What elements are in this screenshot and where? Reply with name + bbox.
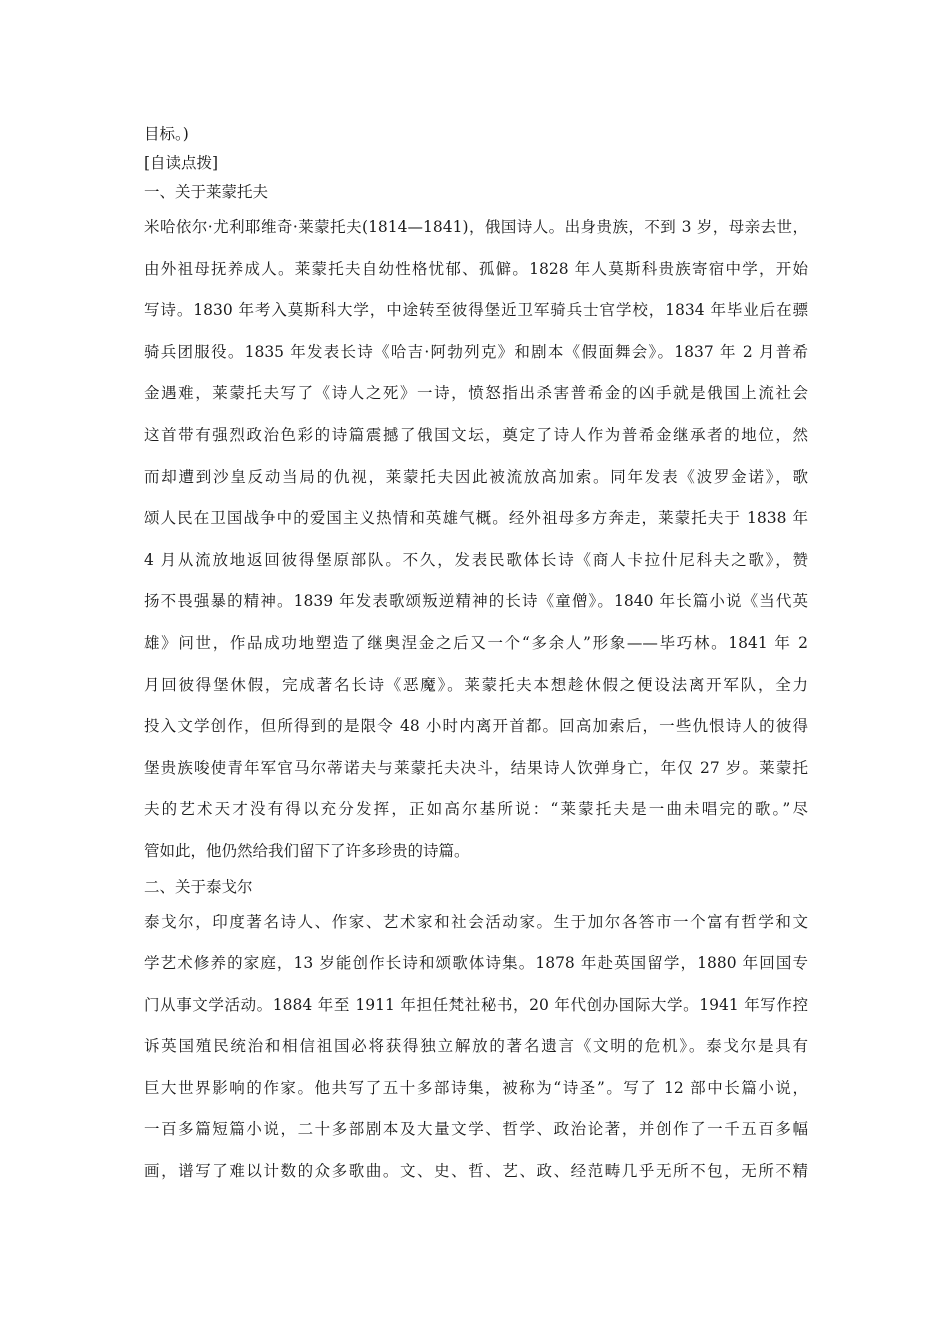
text-line: 这首带有强烈政治色彩的诗篇震撼了俄国文坛，奠定了诗人作为普希金继承者的地位，然 xyxy=(144,425,808,444)
text-line: 一、关于莱蒙托夫 xyxy=(144,183,269,201)
text-line: 由外祖母抚养成人。莱蒙托夫自幼性格忧郁、孤僻。1828 年人莫斯科贵族寄宿中学，开始 xyxy=(144,259,808,278)
text-line: 目标。) xyxy=(144,125,189,143)
text-line: 扬不畏强暴的精神。1839 年发表歌颂叛逆精神的长诗《童僧》。1840 年长篇小说《当代英 xyxy=(144,592,808,611)
text-line: 二、关于泰戈尔 xyxy=(144,877,253,896)
text-line: 金遇难，莱蒙托夫写了《诗人之死》一诗，愤怒指出杀害普希金的凶手就是俄国上流社会 xyxy=(144,384,808,403)
text-line: 画，谱写了难以计数的众多歌曲。文、史、哲、艺、政、经范畴几乎无所不包，无所不精 xyxy=(144,1162,808,1181)
text-line: 骑兵团服役。1835 年发表长诗《哈吉·阿勃列克》和剧本《假面舞会》。1837 年 2 月普希 xyxy=(144,342,808,361)
text-line: 诉英国殖民统治和相信祖国必将获得独立解放的著名遗言《文明的危机》。泰戈尔是具有 xyxy=(144,1037,808,1056)
text-line: 门从事文学活动。1884 年至 1911 年担任梵社秘书，20 年代创办国际大学。1941 年写作控 xyxy=(144,995,808,1014)
text-line: 雄》问世，作品成功地塑造了继奥涅金之后又一个“多余人”形象——毕巧林。1841 年 2 xyxy=(144,633,808,652)
text-line: 投入文学创作，但所得到的是限令 48 小时内离开首都。回高加索后，一些仇恨诗人的彼得 xyxy=(144,717,808,736)
text-line: 夫的艺术天才没有得以充分发挥，正如高尔基所说：“莱蒙托夫是一曲未唱完的歌。”尽 xyxy=(144,800,808,819)
text-line: 米哈依尔·尤利耶维奇·莱蒙托夫(1814—1841)，俄国诗人。出身贵族，不到 3 岁，母亲去世， xyxy=(144,218,808,236)
text-line: [自读点拨] xyxy=(144,154,219,172)
text-line: 而却遭到沙皇反动当局的仇视，莱蒙托夫因此被流放高加索。同年发表《波罗金诺》，歌 xyxy=(144,467,808,486)
text-line: 颂人民在卫国战争中的爱国主义热情和英雄气概。经外祖母多方奔走，莱蒙托夫于 1838 年 xyxy=(144,509,808,528)
text-line: 一百多篇短篇小说，二十多部剧本及大量文学、哲学、政治论著，并创作了一千五百多幅 xyxy=(144,1120,808,1139)
text-line: 管如此，他仍然给我们留下了许多珍贵的诗篇。 xyxy=(144,841,470,860)
document-body xyxy=(144,120,808,1193)
text-line: 堡贵族唆使青年军官马尔蒂诺夫与莱蒙托夫决斗，结果诗人饮弹身亡，年仅 27 岁。莱蒙托 xyxy=(144,758,808,777)
text-line: 4 月从流放地返回彼得堡原部队。不久，发表民歌体长诗《商人卡拉什尼科夫之歌》，赞 xyxy=(144,550,808,569)
text-line: 巨大世界影响的作家。他共写了五十多部诗集，被称为“诗圣”。写了 12 部中长篇小说， xyxy=(144,1078,808,1097)
text-line: 月回彼得堡休假，完成著名长诗《恶魔》。莱蒙托夫本想趁休假之便设法离开军队，全力 xyxy=(144,675,808,694)
text-line: 泰戈尔，印度著名诗人、作家、艺术家和社会活动家。生于加尔各答市一个富有哲学和文 xyxy=(144,912,808,931)
text-line: 写诗。1830 年考入莫斯科大学，中途转至彼得堡近卫军骑兵士官学校，1834 年毕业后在骠 xyxy=(144,301,808,320)
text-line: 学艺术修养的家庭，13 岁能创作长诗和颂歌体诗集。1878 年赴英国留学，1880 年回国专 xyxy=(144,954,808,973)
